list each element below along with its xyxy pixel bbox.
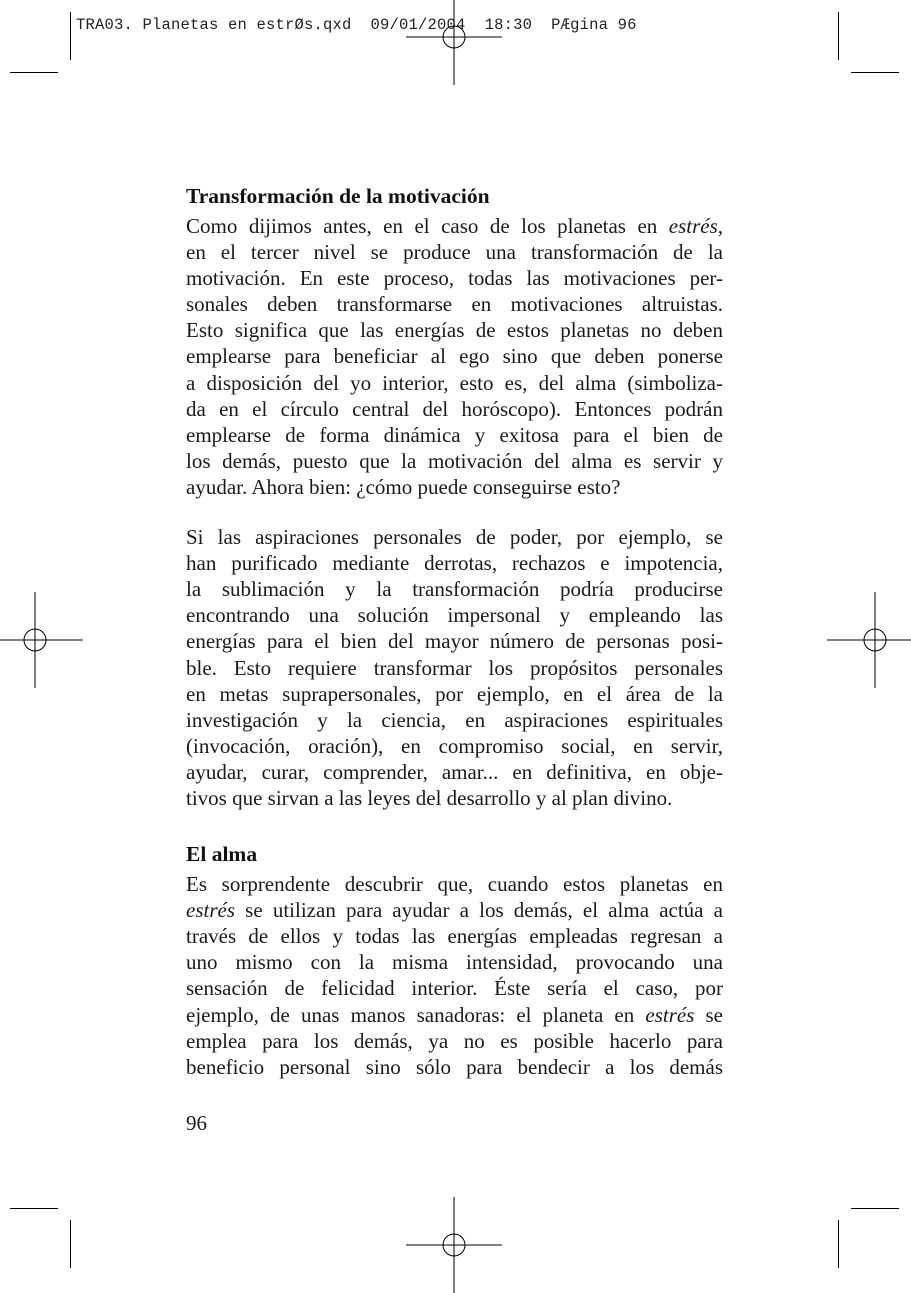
crop-mark-top-right-horizontal: [851, 72, 899, 73]
crop-mark-bottom-left-vertical: [70, 1220, 71, 1268]
text-line: emplearse de forma dinámica y exitosa para el bien de: [186, 422, 723, 447]
text-line: Como dijimos antes, en el caso de los planetas en estrés,: [186, 214, 723, 238]
text-line: en metas suprapersonales, por ejemplo, en el área de la: [186, 681, 723, 706]
text-line: los demás, puesto que la motivación del alma es servir y: [186, 448, 723, 473]
text-line: beneficio personal sino sólo para bendecir a los demás: [186, 1054, 723, 1079]
paragraph-alma: [186, 871, 723, 1080]
registration-mark-top: [406, 0, 502, 85]
text-line: sonales deben transformarse en motivaciones altruistas.: [186, 292, 723, 317]
text-line: han purificado mediante derrotas, rechazos e impotencia,: [186, 551, 723, 576]
page-body: [186, 183, 723, 1080]
text-line: ayudar, curar, comprender, amar... en definitiva, en obje-: [186, 759, 723, 784]
text-line: ejemplo, de unas manos sanadoras: el planeta en estrés se: [186, 1002, 724, 1027]
crop-mark-bottom-left-horizontal: [10, 1208, 58, 1209]
text-line: emplea para los demás, ya no es posible hacerlo para: [186, 1028, 723, 1053]
text-line: Esto significa que las energías de estos planetas no deben: [186, 318, 723, 343]
text-line: ayudar. Ahora bien: ¿cómo puede conseguirse esto?: [186, 474, 621, 499]
text-line: da en el círculo central del horóscopo). Entonces podrán: [186, 396, 723, 421]
text-line: sensación de felicidad interior. Éste sería el caso, por: [186, 976, 723, 1001]
text-line: la sublimación y la transformación podría producirse: [186, 577, 723, 602]
registration-mark-right: [827, 592, 911, 688]
paragraph-intro: [186, 213, 723, 500]
text-line: emplearse para beneficiar al ego sino que deben ponerse: [186, 344, 723, 369]
section-heading-el-alma: El alma: [186, 842, 258, 867]
crop-mark-top-left-horizontal: [10, 72, 58, 73]
text-line: ble. Esto requiere transformar los propósitos personales: [186, 655, 723, 680]
paragraph-aspiraciones: [186, 524, 723, 811]
text-line: través de ellos y todas las energías empleadas regresan a: [186, 924, 723, 949]
page-number: 96: [186, 1111, 207, 1135]
text-line: energías para el bien del mayor número de personas posi-: [186, 629, 723, 654]
text-line: (invocación, oración), en compromiso social, en servir,: [186, 733, 723, 758]
text-line: uno mismo con la misma intensidad, provocando una: [186, 950, 723, 975]
registration-mark-left: [0, 592, 83, 688]
text-line: tivos que sirvan a las leyes del desarrollo y al plan divino.: [186, 785, 673, 810]
text-line: Si las aspiraciones personales de poder, por ejemplo, se: [186, 525, 723, 550]
text-line: motivación. En este proceso, todas las motivaciones per-: [186, 266, 723, 291]
registration-mark-bottom: [406, 1197, 502, 1293]
section-heading-transformacion: Transformación de la motivación: [186, 184, 490, 208]
print-slug: TRA03. Planetas en estrØs.qxd 09/01/2004 18:30 PÆgina 96: [76, 16, 637, 34]
text-line: investigación y la ciencia, en aspiraciones espirituales: [186, 707, 723, 732]
text-line: estrés se utilizan para ayudar a los demás, el alma actúa a: [186, 898, 723, 923]
crop-mark-top-left-vertical: [70, 12, 71, 60]
crop-mark-top-right-vertical: [838, 12, 839, 60]
text-line: en el tercer nivel se produce una transformación de la: [186, 240, 723, 265]
crop-mark-bottom-right-vertical: [838, 1220, 839, 1268]
crop-mark-bottom-right-horizontal: [851, 1208, 899, 1209]
text-line: Es sorprendente descubrir que, cuando estos planetas en: [186, 872, 723, 897]
text-line: encontrando una solución impersonal y empleando las: [186, 603, 723, 628]
text-line: a disposición del yo interior, esto es, del alma (simboliza-: [186, 370, 723, 395]
